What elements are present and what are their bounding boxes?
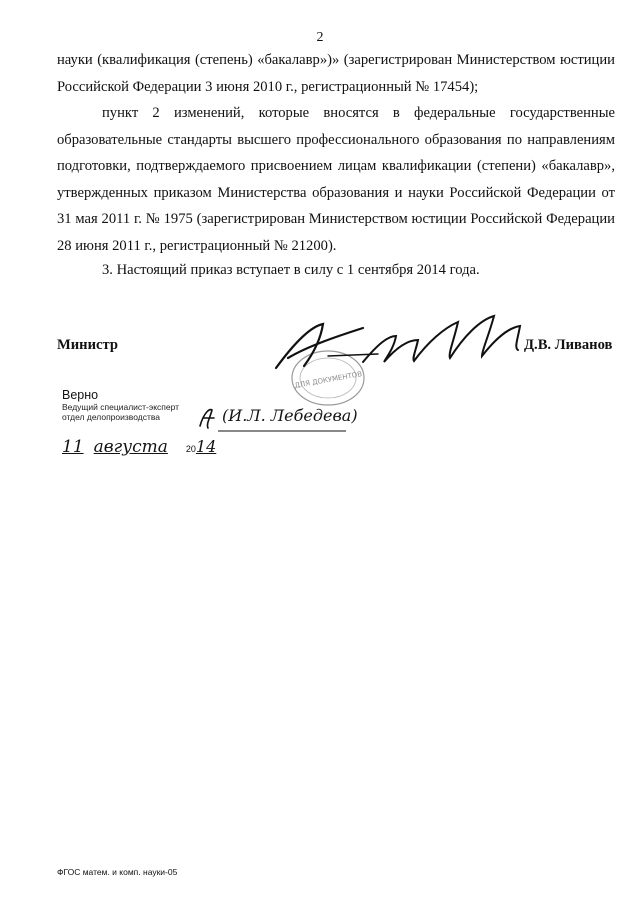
footer-code: ФГОС матем. и комп. науки-05	[57, 867, 178, 877]
verno-label: Верно	[62, 388, 99, 402]
minister-signature	[268, 298, 548, 378]
certifier-name: (И.Л. Лебедева)	[222, 406, 358, 425]
page-number: 2	[316, 30, 324, 45]
svg-text:ДЛЯ ДОКУМЕНТОВ: ДЛЯ ДОКУМЕНТОВ	[293, 370, 363, 390]
date-year-prefix: 20	[185, 444, 196, 454]
certifier-signature	[196, 400, 366, 439]
paragraph-2: пункт 2 изменений, которые вносятся в федеральные государственные образовательные стандарты высшего профессионального образования по направлениям подготовки, подтверждаемого присвоением лицам квалификации (степени) «бакалавр», утвержденных приказом Министерства образования и науки Российской Федерации от 31 мая 2011 г. № 1975 (зарегистрирован Министерством юстиции Российской Федерации 28 июня 2011 г., регистрационный № 21200).	[57, 105, 615, 254]
paragraph-3: 3. Настоящий приказ вступает в силу с 1 сентября 2014 года.	[102, 262, 480, 278]
date-day: 11	[62, 437, 84, 457]
position-line-1: Ведущий специалист-эксперт	[62, 402, 180, 412]
date-month: августа	[93, 437, 168, 457]
certification-block	[62, 388, 179, 422]
certification-date	[62, 437, 216, 457]
date-year-suffix: 14	[195, 437, 217, 456]
minister-name: Д.В. Ливанов	[524, 337, 613, 353]
minister-title: Министр	[57, 337, 118, 353]
position-line-2: отдел делопроизводства	[62, 412, 160, 422]
paragraph-1: науки (квалификация (степень) «бакалавр»)» (зарегистрирован Министерством юстиции Российской Федерации 3 июня 2010 г., регистрационный № 17454);	[57, 52, 615, 95]
